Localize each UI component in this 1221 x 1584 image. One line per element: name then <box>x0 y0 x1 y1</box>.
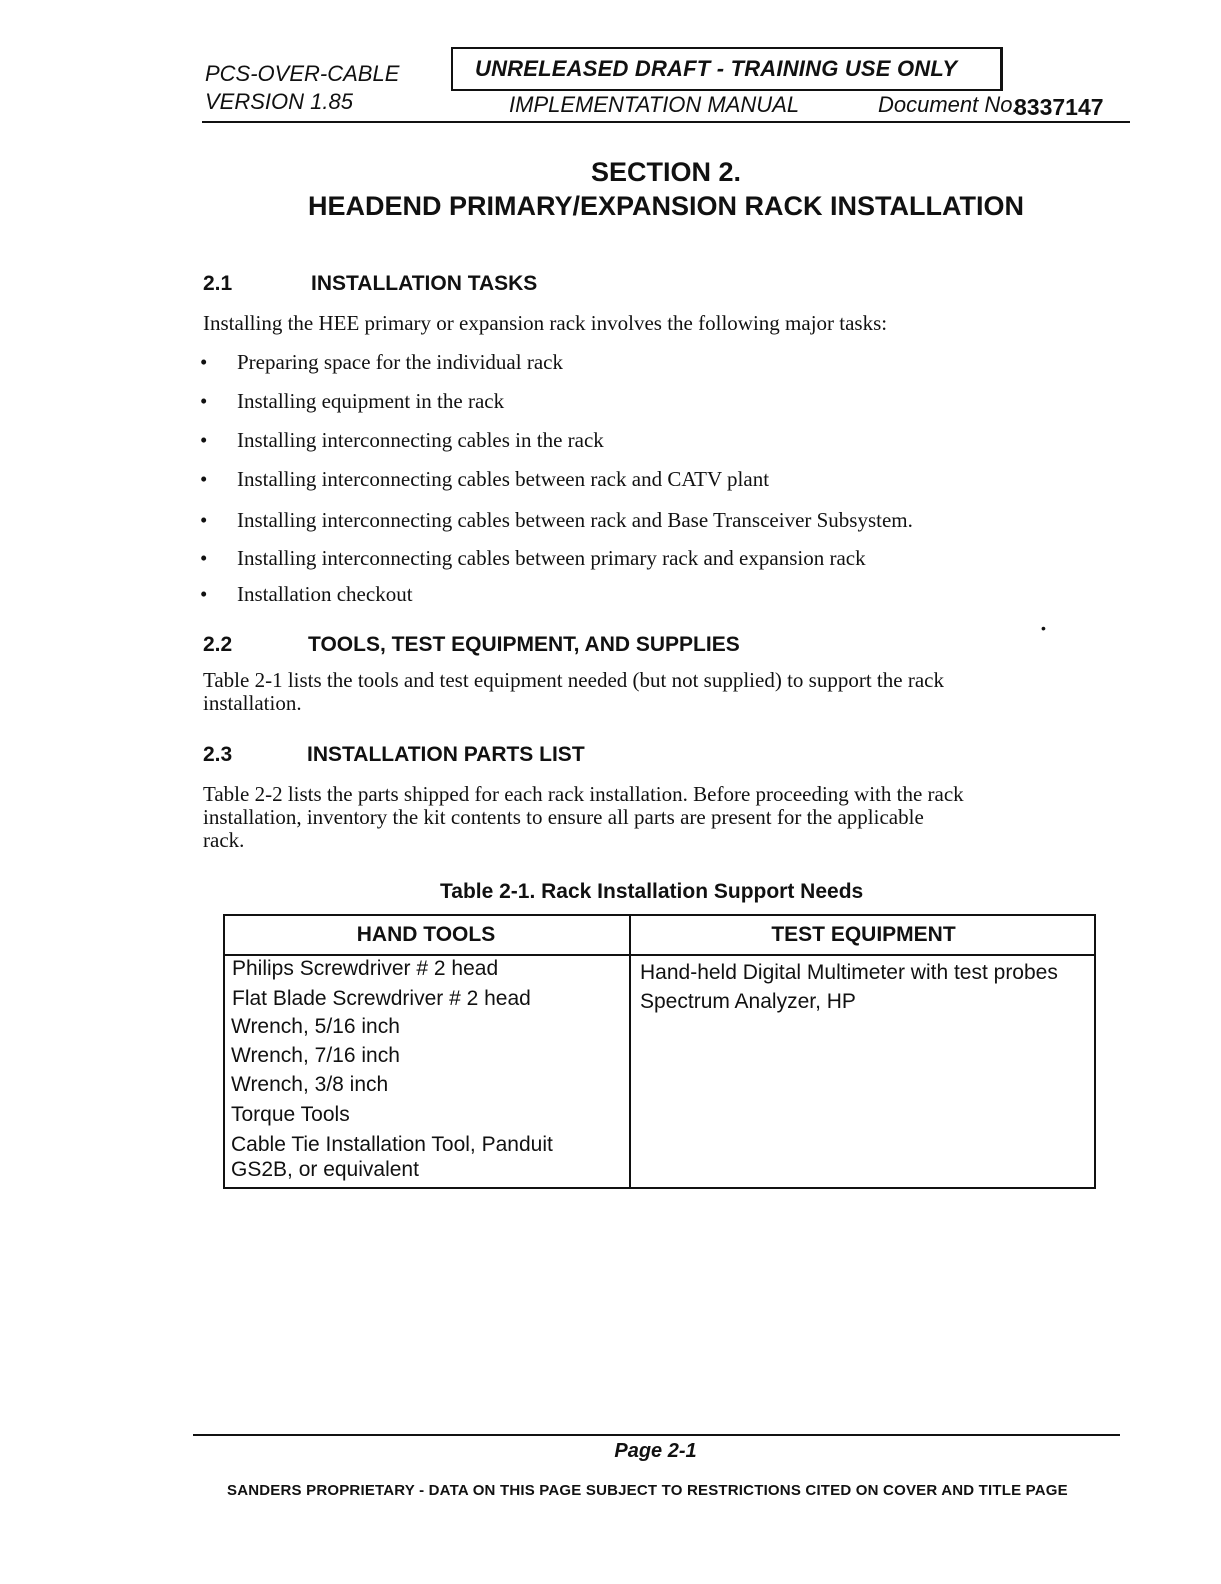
table-cell-test-equipment: Hand-held Digital Multimeter with test probes <box>640 961 1058 984</box>
header-rule <box>202 121 1130 123</box>
table-header-hand-tools: HAND TOOLS <box>356 923 496 946</box>
list-item-text: Installation checkout <box>237 582 413 606</box>
section-heading-2-2: TOOLS, TEST EQUIPMENT, AND SUPPLIES <box>308 633 740 656</box>
header-manual: IMPLEMENTATION MANUAL <box>509 92 800 117</box>
page-number: Page 2-1 <box>614 1440 697 1462</box>
list-item-text: Installing equipment in the rack <box>237 389 505 413</box>
header-product: PCS-OVER-CABLE <box>205 61 400 86</box>
header-version: VERSION 1.85 <box>205 89 353 114</box>
table-cell-hand-tool: Philips Screwdriver # 2 head <box>232 957 499 980</box>
section-heading-2-3: INSTALLATION PARTS LIST <box>307 743 585 766</box>
bullet-icon: • <box>200 467 208 491</box>
table-cell-hand-tool: Flat Blade Screwdriver # 2 head <box>232 987 531 1010</box>
table-cell-hand-tool: Wrench, 5/16 inch <box>231 1015 400 1038</box>
section-number-2-2: 2.2 <box>203 633 233 656</box>
list-item-text: Installing interconnecting cables between primary rack and expansion rack <box>237 546 866 570</box>
list-item-text: Installing interconnecting cables in the rack <box>237 428 604 452</box>
section-body-line: installation. <box>203 691 302 715</box>
list-item-text: Preparing space for the individual rack <box>237 350 563 374</box>
bullet-icon: • <box>200 546 208 570</box>
section-body-line: rack. <box>203 828 245 852</box>
section-subtitle: HEADEND PRIMARY/EXPANSION RACK INSTALLATION <box>307 191 1024 221</box>
section-body-2-2 <box>203 669 1133 715</box>
draft-banner <box>451 47 1003 91</box>
table-header-test-equipment: TEST EQUIPMENT <box>771 923 956 946</box>
header-product-block <box>205 60 399 116</box>
section-title: SECTION 2. <box>590 157 742 187</box>
header-doc-number: 8337147 <box>1014 94 1104 120</box>
table-cell-hand-tool: Wrench, 7/16 inch <box>231 1044 400 1067</box>
proprietary-notice: SANDERS PROPRIETARY - DATA ON THIS PAGE SUBJECT TO RESTRICTIONS CITED ON COVER AND TITLE PAGE <box>227 1482 1068 1499</box>
table-cell-hand-tool: Wrench, 3/8 inch <box>231 1073 389 1096</box>
footer-rule <box>193 1434 1120 1436</box>
stray-mark: • <box>1041 620 1046 636</box>
bullet-icon: • <box>200 582 208 606</box>
bullet-icon: • <box>200 389 208 413</box>
bullet-icon: • <box>200 508 208 532</box>
table-cell-hand-tool: GS2B, or equivalent <box>231 1158 419 1181</box>
header-doc-label: Document No. <box>878 92 1019 117</box>
section-body-2-3 <box>203 783 1133 852</box>
table-cell-hand-tool: Cable Tie Installation Tool, Panduit <box>231 1133 553 1156</box>
table-header-divider <box>223 954 1096 956</box>
section-number-2-3: 2.3 <box>203 743 233 766</box>
list-item-text: Installing interconnecting cables between rack and CATV plant <box>237 467 770 491</box>
table-cell-hand-tool: Torque Tools <box>231 1103 350 1126</box>
table-cell-test-equipment: Spectrum Analyzer, HP <box>640 990 856 1013</box>
section-number-2-1: 2.1 <box>203 272 233 295</box>
section-body-line: Table 2-1 lists the tools and test equipment needed (but not supplied) to support the rack <box>203 668 944 692</box>
support-needs-table <box>223 914 1097 1190</box>
bullet-icon: • <box>200 350 208 374</box>
section-body-line: installation, inventory the kit contents to ensure all parts are present for the applicable <box>203 805 924 829</box>
section-body-line: Table 2-2 lists the parts shipped for each rack installation. Before proceeding with the rack <box>203 782 964 806</box>
list-item-text: Installing interconnecting cables between rack and Base Transceiver Subsystem. <box>237 508 913 532</box>
draft-banner-text: UNRELEASED DRAFT - TRAINING USE ONLY <box>475 56 958 81</box>
section-heading-2-1: INSTALLATION TASKS <box>311 272 538 295</box>
table-caption: Table 2-1. Rack Installation Support Needs <box>440 880 864 903</box>
section-intro-2-1: Installing the HEE primary or expansion rack involves the following major tasks: <box>203 311 888 335</box>
bullet-icon: • <box>200 428 208 452</box>
